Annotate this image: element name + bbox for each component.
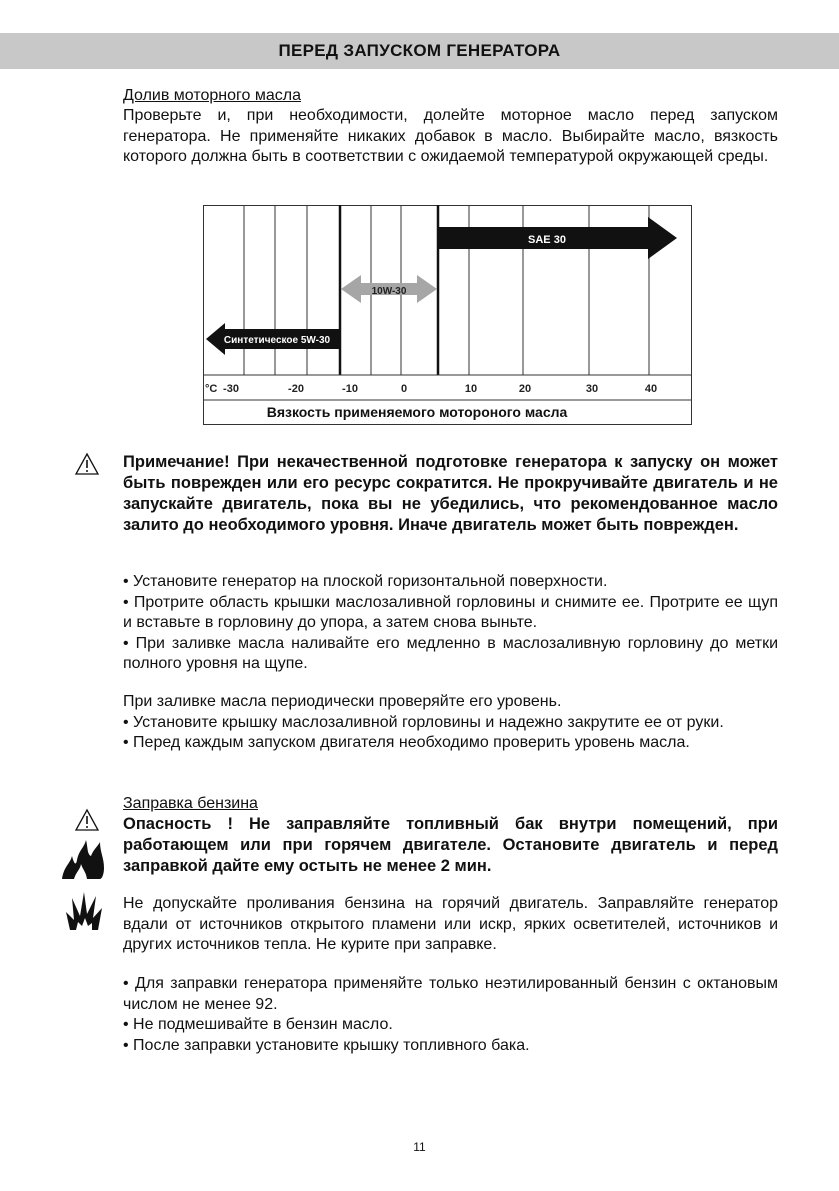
page-number: 11	[413, 1140, 426, 1154]
chart-tick-label: 30	[585, 383, 599, 395]
list-item: При заливке масла периодически проверяйте его уровень.	[123, 693, 562, 710]
chart-tick-label: -20	[288, 383, 304, 395]
chart-tick-label: 10	[464, 383, 478, 395]
list-item: • Установите крышку маслозаливной горловины и надежно закрутите ее от руки.	[123, 713, 724, 731]
chart-tick-label: 0	[400, 383, 408, 395]
chart-bar-label-sae30: SAE 30	[528, 234, 566, 246]
list-item: • Перед каждым запуском двигателя необходимо проверить уровень масла.	[123, 734, 690, 751]
flame-icon	[60, 836, 106, 880]
chart-caption: Вязкость применяемого мотороного масла	[266, 404, 568, 420]
list-item: • Установите генератор на плоской горизонтальной поверхности.	[123, 573, 608, 590]
fuel-danger-text: Опасность ! Не заправляйте топливный бак внутри помещений, при работающем или при горячем двигателе. Остановите двигатель и перед заправкой дайте ему остыть не менее 2 мин.	[123, 815, 778, 875]
chart-tick-label: -30	[223, 383, 239, 395]
chart-tick-label: -10	[342, 383, 358, 395]
list-item: • При заливке масла наливайте его медленно в маслозаливную горловину до метки полного уровня на щупе.	[123, 634, 778, 672]
fuel-warning-paragraph: Не допускайте проливания бензина на горячий двигатель. Заправляйте генератор вдали от источников открытого пламени или искр, ярких осветителей, источников и других источников тепла. Не курите при заправке.	[123, 895, 778, 953]
chart-bar-label-synthetic: Синтетическое 5W-30	[223, 335, 331, 346]
fuel-steps-list	[123, 974, 778, 1056]
chart-tick-label: 40	[644, 383, 658, 395]
list-item: • После заправки установите крышку топливного бака.	[123, 1036, 530, 1054]
oil-steps-list	[123, 572, 778, 675]
list-item: • Для заправки генератора применяйте только неэтилированный бензин с октановым числом не менее 92.	[123, 975, 778, 1013]
list-item: • Не подмешивайте в бензин масло.	[123, 1016, 393, 1033]
warning-triangle-icon	[74, 808, 100, 832]
chart-tick-label: 20	[518, 383, 532, 395]
page-title: ПЕРЕД ЗАПУСКОМ ГЕНЕРАТОРА	[278, 41, 561, 60]
oil-intro-paragraph: Проверьте и, при необходимости, долейте моторное масло перед запуском генератора. Не применяйте никаких добавок в масло. Выбирайте масло, вязкость которого должна быть в соответствии с ожидаемой температурой окружающей среды.	[123, 107, 778, 165]
fuel-section-heading: Заправка бензина	[123, 795, 258, 812]
chart-bar-label-10w30: 10W-30	[371, 286, 407, 297]
page-header-bar	[0, 33, 839, 69]
chart-axis-unit: °C	[205, 383, 218, 395]
oil-level-steps	[123, 692, 778, 754]
explosion-icon	[64, 890, 104, 932]
list-item: • Протрите область крышки маслозаливной горловины и снимите ее. Протрите ее щуп и вставьте в горловину до упора, а затем снова выньте.	[123, 593, 778, 631]
oil-viscosity-chart	[203, 205, 692, 425]
note-warning-text: Примечание! При некачественной подготовке генератора к запуску он может быть поврежден или его ресурс сократится. Не прокручивайте двигатель и не запускайте двигатель, пока вы не убедились, что рекомендованное масло залито до необходимого уровня. Иначе двигатель может быть поврежден.	[123, 453, 778, 534]
warning-triangle-icon	[74, 452, 100, 476]
oil-section-heading: Долив моторного масла	[123, 87, 301, 104]
